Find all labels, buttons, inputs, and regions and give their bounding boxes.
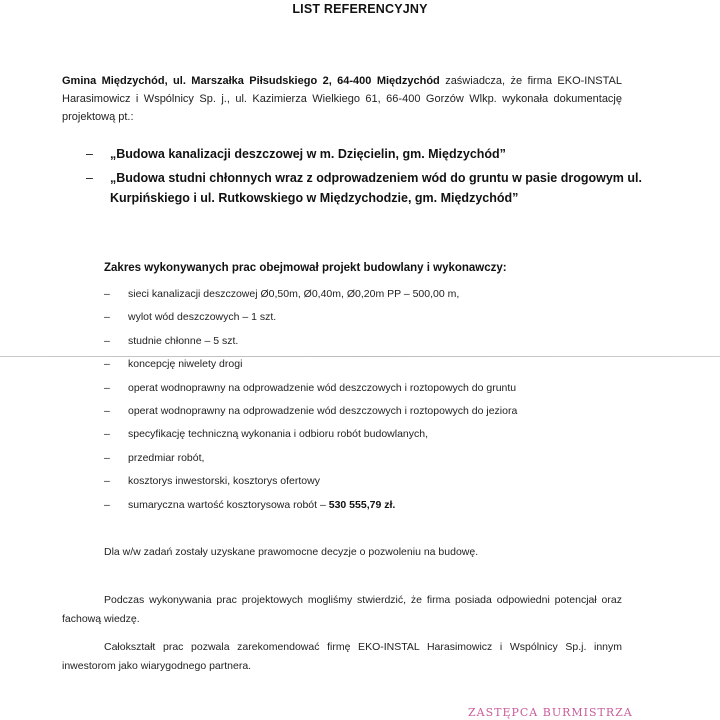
list-dash: – [86,147,93,161]
project-item [86,168,646,208]
issuer-name: Gmina Międzychód, ul. Marszałka Piłsudskiego 2, 64-400 Międzychód [62,75,440,87]
list-dash: – [104,428,110,441]
intro-paragraph [62,72,622,126]
scope-item [104,404,664,427]
list-dash: – [104,334,110,347]
scope-item [104,498,664,521]
scope-item [104,287,664,310]
scope-item-text: wylot wód deszczowych – 1 szt. [128,311,277,324]
scope-item-text: przedmiar robót, [128,451,205,464]
scope-item-text: koncepcję niwelety drogi [128,358,243,371]
scope-item [104,310,664,333]
list-dash: – [104,381,110,394]
total-cost-value: 530 555,79 zł. [328,498,396,511]
list-dash: – [104,358,110,371]
scope-item-text: kosztorys inwestorski, kosztorys ofertowy [128,475,320,488]
scan-divider [0,356,720,357]
list-dash: – [104,451,110,464]
recommendation-paragraph [62,638,622,676]
scope-item [104,451,664,474]
intro-text: zaświadcza, że firma EKO-INSTAL Harasimowicz i Wspólnicy Sp. j., ul. Kazimierza Wielkiego 61, 66-400 Gorzów Wlkp. wykonała dokumentację projektową pt.: [62,75,622,123]
official-stamp: ZASTĘPCA BURMISTRZA [468,706,633,719]
list-dash: – [104,404,110,417]
potential-text: Podczas wykonywania prac projektowych mogliśmy stwierdzić, że firma posiada odpowiedni potencjał oraz fachową wiedzę. [62,594,622,625]
scope-heading: Zakres wykonywanych prac obejmował projekt budowlany i wykonawczy: [104,262,507,274]
project-item [86,144,646,164]
document-title: LIST REFERENCYJNY [292,2,428,16]
list-dash: – [104,475,110,488]
scope-list [104,287,664,521]
scope-item [104,334,664,357]
potential-paragraph [62,591,622,629]
scope-item-text: operat wodnoprawny na odprowadzenie wód deszczowych i roztopowych do gruntu [128,381,517,394]
scope-item [104,474,664,497]
list-dash: – [86,171,93,185]
recommendation-text: Całokształt prac pozwala zarekomendować firmę EKO-INSTAL Harasimowicz i Wspólnicy Sp.j. innym inwestorom jako wiarygodnego partnera. [62,641,622,672]
scope-item [104,427,664,450]
list-dash: – [104,311,110,324]
project-title: „Budowa kanalizacji deszczowej w m. Dzięcielin, gm. Międzychód” [110,147,506,161]
scope-item-text: operat wodnoprawny na odprowadzenie wód deszczowych i roztopowych do jeziora [128,404,518,417]
decisions-paragraph: Dla w/w zadań zostały uzyskane prawomocne decyzje o pozwoleniu na budowę. [104,546,479,558]
project-title: „Budowa studni chłonnych wraz z odprowadzeniem wód do gruntu w pasie drogowym ul. Kurpińskiego i ul. Rutkowskiego w Międzychodzie, gm. Międzychód” [110,171,642,205]
scope-item [104,381,664,404]
project-list [86,144,646,212]
scope-item [104,357,664,380]
scope-item-text: sieci kanalizacji deszczowej Ø0,50m, Ø0,40m, Ø0,20m PP – 500,00 m, [128,288,460,300]
list-dash: – [104,288,110,300]
scope-item-text: studnie chłonne – 5 szt. [128,334,239,347]
scope-item-text: specyfikację techniczną wykonania i odbioru robót budowlanych, [128,428,429,441]
list-dash: – [104,498,110,511]
scope-item-text: sumaryczna wartość kosztorysowa robót – [128,498,329,511]
